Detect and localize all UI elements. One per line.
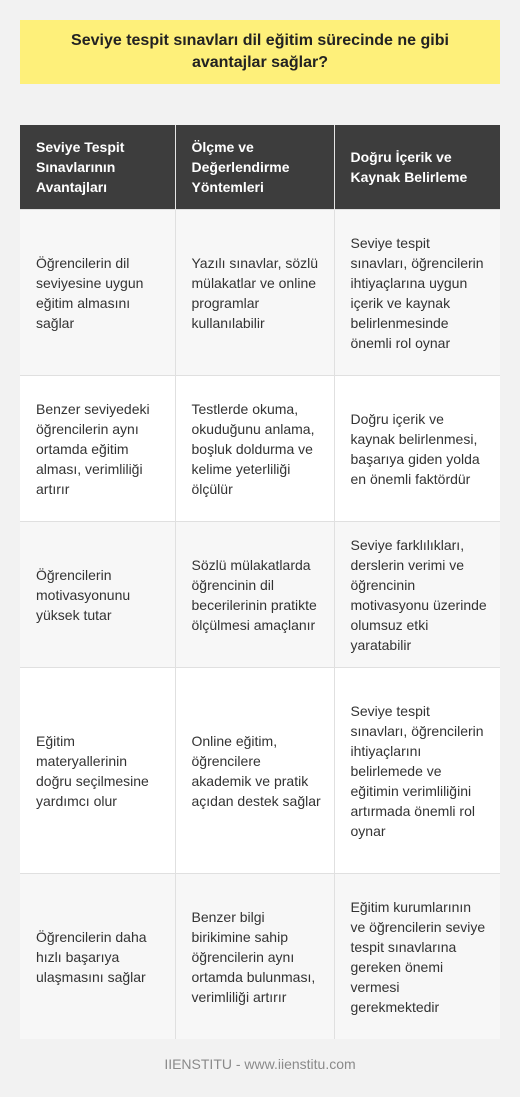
table-cell: Seviye tespit sınavları, öğrencilerin ihtiyaçlarını belirlemede ve eğitimin verimliliğini artırmada önemli rol oynar bbox=[334, 668, 500, 874]
table-cell: Seviye farklılıkları, derslerin verimi ve öğrencinin motivasyonu üzerinde olumsuz etki yaratabilir bbox=[334, 522, 500, 668]
column-header: Doğru İçerik ve Kaynak Belirleme bbox=[334, 125, 500, 210]
table-row bbox=[20, 210, 500, 376]
table-cell: Benzer seviyedeki öğrencilerin aynı ortamda eğitim alması, verimliliği artırır bbox=[20, 376, 175, 522]
table-cell: Testlerde okuma, okuduğunu anlama, boşluk doldurma ve kelime yeterliliği ölçülür bbox=[175, 376, 334, 522]
table-cell: Yazılı sınavlar, sözlü mülakatlar ve online programlar kullanılabilir bbox=[175, 210, 334, 376]
table-cell: Sözlü mülakatlarda öğrencinin dil becerilerinin pratikte ölçülmesi amaçlanır bbox=[175, 522, 334, 668]
title-banner bbox=[20, 20, 500, 84]
table-row bbox=[20, 668, 500, 874]
table-header-row bbox=[20, 125, 500, 210]
table-cell: Öğrencilerin daha hızlı başarıya ulaşmasını sağlar bbox=[20, 874, 175, 1040]
table-row bbox=[20, 874, 500, 1040]
table-row bbox=[20, 376, 500, 522]
table-row bbox=[20, 522, 500, 668]
page-title: Seviye tespit sınavları dil eğitim sürecinde ne gibi avantajlar sağlar? bbox=[71, 32, 449, 71]
footer-credit: IIENSTITU - www.iienstitu.com bbox=[164, 1056, 356, 1072]
table-cell: Öğrencilerin motivasyonunu yüksek tutar bbox=[20, 522, 175, 668]
table-cell: Eğitim kurumlarının ve öğrencilerin seviye tespit sınavlarına gereken önemi vermesi gerekmektedir bbox=[334, 874, 500, 1040]
table-cell: Öğrencilerin dil seviyesine uygun eğitim almasını sağlar bbox=[20, 210, 175, 376]
table-cell: Seviye tespit sınavları, öğrencilerin ihtiyaçlarına uygun içerik ve kaynak belirlenmesinde önemli rol oynar bbox=[334, 210, 500, 376]
advantages-table bbox=[20, 125, 500, 1039]
table-cell: Eğitim materyallerinin doğru seçilmesine yardımcı olur bbox=[20, 668, 175, 874]
table-cell: Benzer bilgi birikimine sahip öğrencilerin aynı ortamda bulunması, verimliliği artırır bbox=[175, 874, 334, 1040]
table-cell: Doğru içerik ve kaynak belirlenmesi, başarıya giden yolda en önemli faktördür bbox=[334, 376, 500, 522]
column-header: Seviye Tespit Sınavlarının Avantajları bbox=[20, 125, 175, 210]
table-cell: Online eğitim, öğrencilere akademik ve pratik açıdan destek sağlar bbox=[175, 668, 334, 874]
column-header: Ölçme ve Değerlendirme Yöntemleri bbox=[175, 125, 334, 210]
